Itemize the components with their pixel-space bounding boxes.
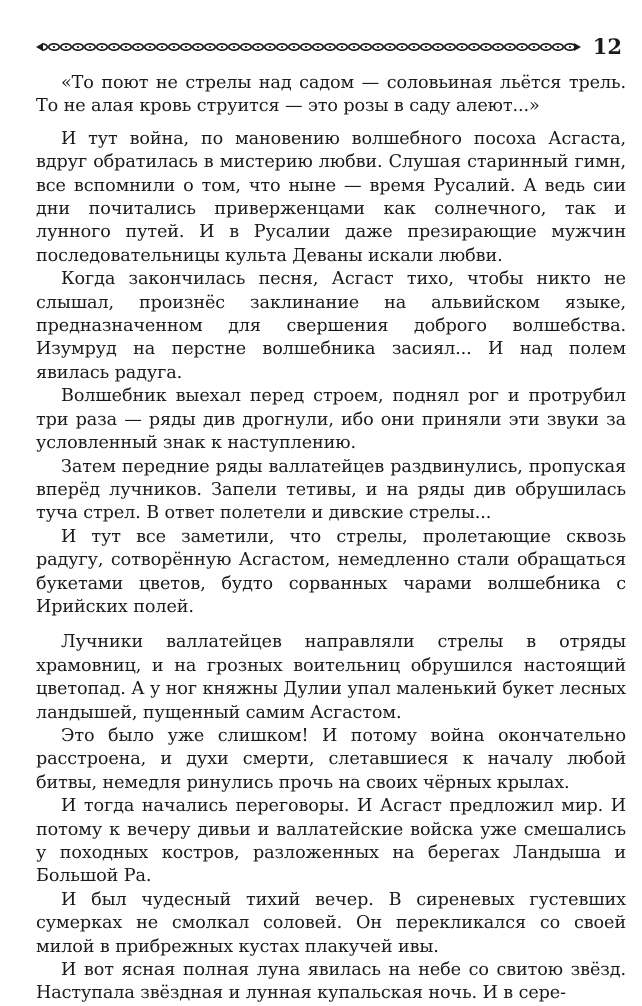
decorative-rope-border-icon bbox=[36, 40, 581, 54]
body-text bbox=[36, 72, 626, 1006]
page-number: 12 bbox=[592, 34, 622, 59]
paragraph-8: Это было уже слишком! И потому война окончательно расстроена, и духи смерти, слетавшиеся к началу любой битвы, немедля ринулись прочь на своих чёрных крылах. bbox=[36, 725, 626, 793]
paragraph-2: И тут война, по мановению волшебного посоха Асгаста, вдруг обратилась в мистерию любви. Слушая старинный гимн, все вспомнили о том, что ныне — время Русалий. А ведь сии дни почитались приверженцами как солнечного, так и лунного путей. И в Русалии даже презирающие мужчин последовательницы культа Деваны искали любви. bbox=[36, 128, 626, 266]
paragraph-10: И был чудесный тихий вечер. В сиреневых густевших сумерках не смолкал соловей. Он перекликался со своей милой в прибрежных кустах плакучей ивы. bbox=[36, 889, 626, 957]
paragraph-1: «То поют не стрелы над садом — соловьиная льётся трель. То не алая кровь струится — это розы в саду алеют...» bbox=[36, 73, 626, 117]
paragraph-11: И вот ясная полная луна явилась на небе со свитою звёзд. Наступала звёздная и лунная купальская ночь. И в сере- bbox=[36, 960, 626, 1004]
page-header bbox=[36, 34, 626, 60]
paragraph-6: И тут все заметили, что стрелы, пролетающие сквозь радугу, сотворённую Асгастом, немедленно стали обращаться букетами цветов, будто сорванных чарами волшебника с Ирийских полей. bbox=[36, 526, 626, 617]
paragraph-4: Волшебник выехал перед строем, поднял рог и протрубил три раза — ряды див дрогнули, ибо они приняли эти звуки за условленный знак к наступлению. bbox=[36, 386, 626, 454]
paragraph-7: Лучники валлатейцев направляли стрелы в отряды храмовниц, и на грозных воительниц обрушился настоящий цветопад. А у ног княжны Дулии упал маленький букет лесных ландышей, пущенный самим Асгастом. bbox=[36, 632, 626, 723]
paragraph-9: И тогда начались переговоры. И Асгаст предложил мир. И потому к вечеру дивьи и валлатейские войска уже смешались у походных костров, разложенных на берегах Ландыша и Большой Ра. bbox=[36, 796, 626, 887]
paragraph-5: Затем передние ряды валлатейцев раздвинулись, пропуская вперёд лучников. Запели тетивы, и на ряды див обрушилась туча стрел. В ответ полетели и дивские стрелы... bbox=[36, 456, 626, 524]
paragraph-3: Когда закончилась песня, Асгаст тихо, чтобы никто не слышал, произнёс заклинание на альвийском языке, предназначенном для свершения доброго волшебства. Изумруд на перстне волшебника засиял... И над полем явилась радуга. bbox=[36, 269, 626, 383]
